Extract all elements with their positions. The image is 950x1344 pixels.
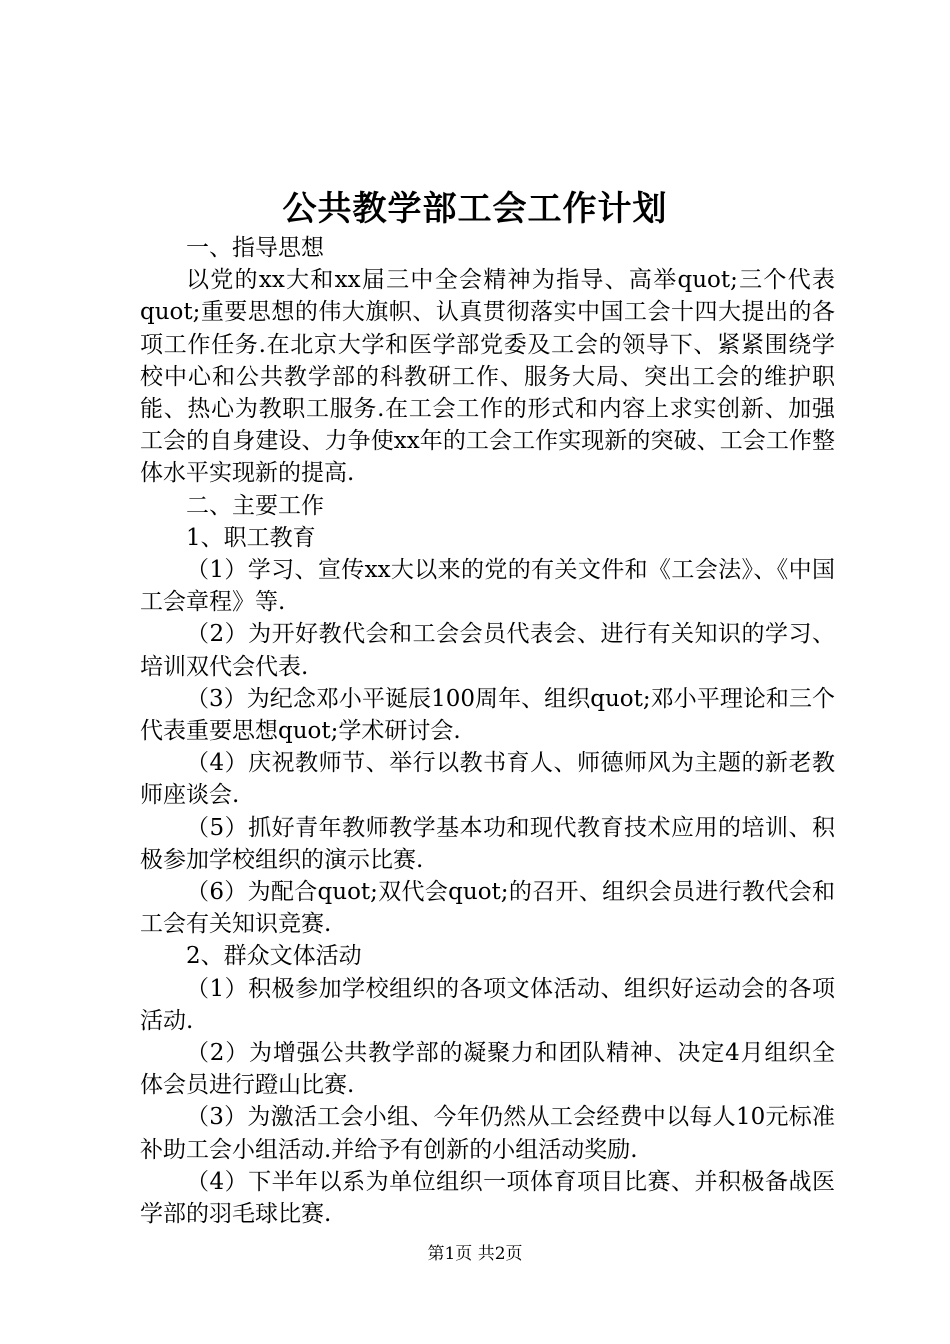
page-footer: 第1页 共2页	[427, 1244, 523, 1264]
section-heading-main-work: 二、主要工作	[186, 492, 324, 519]
staff-education-item: （5）抓好青年教师教学基本功和现代教育技术应用的培训、积极参加学校组织的演示比赛.	[140, 814, 835, 873]
guiding-ideology-paragraph: 以党的xx大和xx届三中全会精神为指导、高举quot;三个代表quot;重要思想的伟大旗帜、认真贯彻落实中国工会十四大提出的各项工作任务.在北京大学和医学部党委及工会的领导下、紧紧围绕学校中心和公共教学部的科教研工作、服务大局、突出工会的维护职能、热心为教职工服务.在工会工作的形式和内容上求实创新、加强工会的自身建设、力争使xx年的工会工作实现新的突破、工会工作整体水平实现新的提高.	[140, 267, 835, 487]
staff-education-item: （1）学习、宣传xx大以来的党的有关文件和《工会法》、《中国工会章程》等.	[140, 557, 835, 616]
staff-education-item: （6）为配合quot;双代会quot;的召开、组织会员进行教代会和工会有关知识竞赛.	[140, 879, 835, 938]
cultural-sports-item: （1）积极参加学校组织的各项文体活动、组织好运动会的各项活动.	[140, 975, 835, 1034]
subsection-heading-staff-education: 1、职工教育	[186, 524, 316, 551]
cultural-sports-item: （3）为激活工会小组、今年仍然从工会经费中以每人10元标准补助工会小组活动.并给予有创新的小组活动奖励.	[140, 1104, 835, 1163]
staff-education-item: （3）为纪念邓小平诞辰100周年、组织quot;邓小平理论和三个代表重要思想quot;学术研讨会.	[140, 685, 835, 745]
staff-education-item: （2）为开好教代会和工会会员代表会、进行有关知识的学习、培训双代会代表.	[140, 621, 835, 680]
subsection-heading-cultural-sports: 2、群众文体活动	[186, 943, 362, 970]
document-body	[140, 232, 835, 1230]
staff-education-item: （4）庆祝教师节、举行以教书育人、师德师风为主题的新老教师座谈会.	[140, 750, 835, 809]
section-heading-guiding-ideology: 一、指导思想	[186, 235, 324, 261]
cultural-sports-item: （4）下半年以系为单位组织一项体育项目比赛、并积极备战医学部的羽毛球比赛.	[140, 1168, 835, 1228]
cultural-sports-item: （2）为增强公共教学部的凝聚力和团队精神、决定4月组织全体会员进行蹬山比赛.	[140, 1040, 835, 1099]
document-title: 公共教学部工会工作计划	[282, 189, 668, 229]
